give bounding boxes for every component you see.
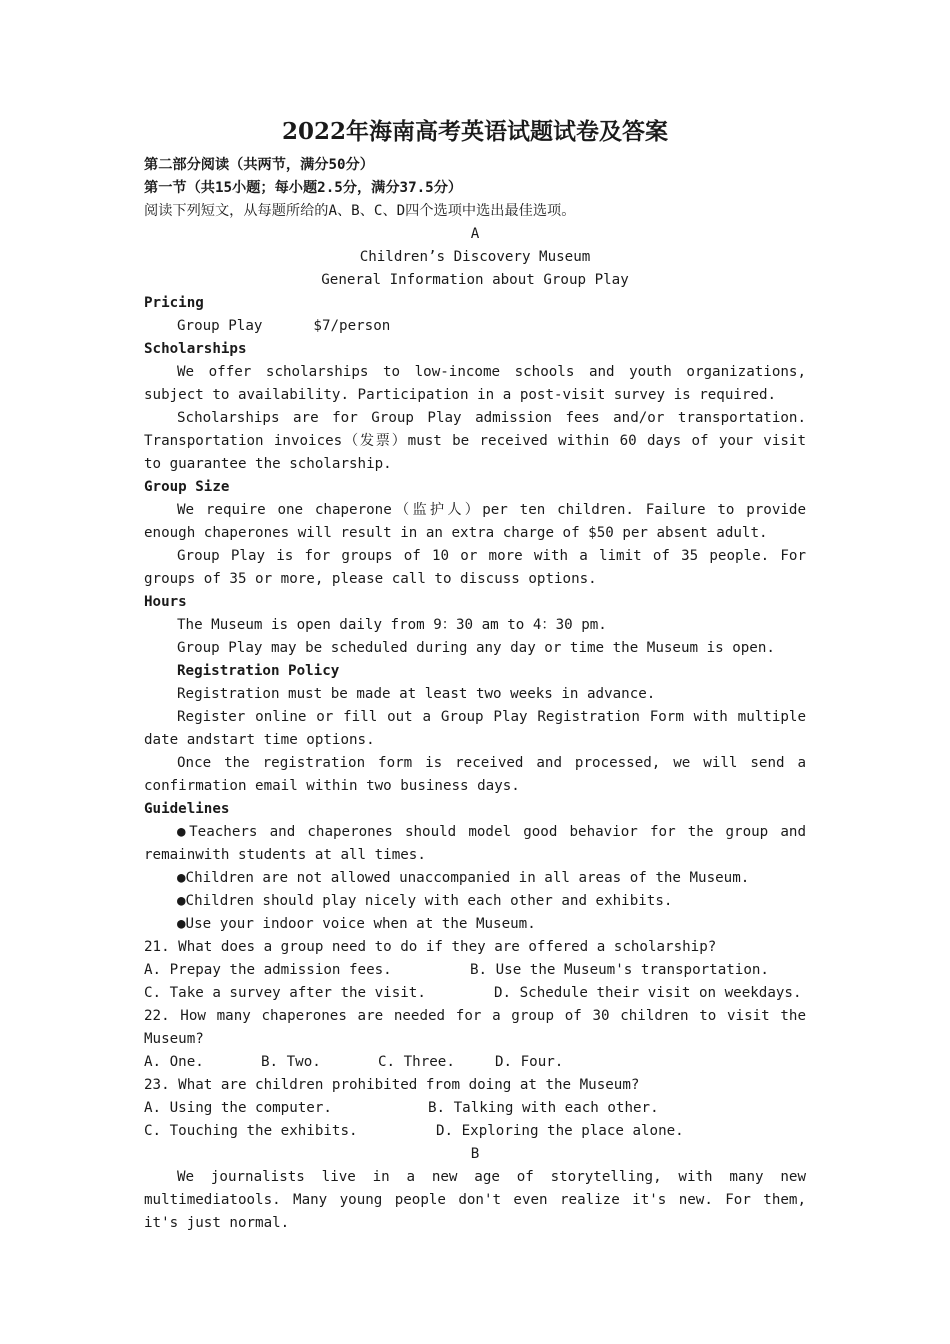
scholarships-heading: Scholarships [144,341,247,357]
group-size-heading: Group Size [144,479,230,495]
question-21-option-a: A. Prepay the admission fees. [144,962,392,978]
question-22-option-a: A. One. [144,1054,204,1070]
registration-paragraph-2: Register online or fill out a Group Play Registration Form with multiple date andstart time options. [144,709,815,748]
guideline-item-3: ●Children should play nicely with each other and exhibits. [177,893,673,909]
question-23-option-b: B. Talking with each other. [428,1100,659,1116]
hours-paragraph-2: Group Play may be scheduled during any day or time the Museum is open. [177,640,775,656]
question-21-options-row-1 [144,959,806,982]
question-22-option-b: B. Two. [261,1054,321,1070]
question-22-stem: 22. How many chaperones are needed for a group of 30 children to visit the Museum? [144,1008,815,1047]
exam-page [144,110,815,1235]
pricing-heading: Pricing [144,295,204,311]
registration-paragraph-3: Once the registration form is received and processed, we will send a confirmation email within two business days. [144,755,815,794]
guidelines-heading: Guidelines [144,801,230,817]
registration-heading: Registration Policy [177,663,340,679]
group-size-paragraph-2: Group Play is for groups of 10 or more with a limit of 35 people. For groups of 35 or more, please call to discuss options. [144,548,815,587]
question-22-options [144,1051,806,1074]
section-heading: 第一节（共15小题；每小题2.5分，满分37.5分） [144,180,463,196]
question-21-option-b: B. Use the Museum's transportation. [470,962,769,978]
passage-b-letter: B [470,1146,480,1162]
question-22-option-d: D. Four. [495,1054,564,1070]
hours-heading: Hours [144,594,187,610]
question-23-stem: 23. What are children prohibited from doing at the Museum? [144,1077,640,1093]
guideline-item-4: ●Use your indoor voice when at the Museum. [177,916,536,932]
pricing-row [144,315,806,338]
pricing-item: Group Play [177,318,263,334]
question-23-options-row-1 [144,1097,806,1120]
question-23-options-row-2 [144,1120,806,1143]
guideline-item-2: ●Children are not allowed unaccompanied in all areas of the Museum. [177,870,750,886]
question-23-option-c: C. Touching the exhibits. [144,1123,358,1139]
question-22-option-c: C. Three. [378,1054,455,1070]
passage-a-subtitle: General Information about Group Play [321,272,629,288]
question-21-options-row-2 [144,982,806,1005]
question-21-option-d: D. Schedule their visit on weekdays. [494,985,802,1001]
question-21-stem: 21. What does a group need to do if they are offered a scholarship? [144,939,717,955]
passage-a-letter: A [470,226,480,242]
question-21-option-c: C. Take a survey after the visit. [144,985,426,1001]
scholarships-paragraph-2: Scholarships are for Group Play admission fees and/or transportation. Transportation invoices（发票）must be received within 60 days of your visit to guarantee the scholarship. [144,410,815,472]
part-heading: 第二部分阅读（共两节，满分50分） [144,157,374,173]
passage-a-title: Children’s Discovery Museum [359,249,591,265]
scholarships-paragraph-1: We offer scholarships to low-income schools and youth organizations, subject to availability. Participation in a post-visit survey is required. [144,364,815,403]
pricing-value: $7/person [313,318,391,334]
question-23-option-a: A. Using the computer. [144,1100,332,1116]
hours-paragraph-1: The Museum is open daily from 9：30 am to 4：30 pm. [177,617,607,633]
instruction: 阅读下列短文，从每题所给的A、B、C、D四个选项中选出最佳选项。 [144,203,576,219]
page-title: 2022年海南高考英语试题试卷及答案 [281,118,668,145]
group-size-paragraph-1: We require one chaperone（监护人）per ten children. Failure to provide enough chaperones will result in an extra charge of $50 per absent adult. [144,502,815,541]
passage-b-paragraph-1: We journalists live in a new age of storytelling, with many new multimediatools. Many young people don't even realize it's new. For them, it's just normal. [144,1169,815,1231]
registration-paragraph-1: Registration must be made at least two weeks in advance. [177,686,656,702]
question-23-option-d: D. Exploring the place alone. [436,1123,684,1139]
guideline-item-1: ●Teachers and chaperones should model good behavior for the group and remainwith students at all times. [144,824,815,863]
